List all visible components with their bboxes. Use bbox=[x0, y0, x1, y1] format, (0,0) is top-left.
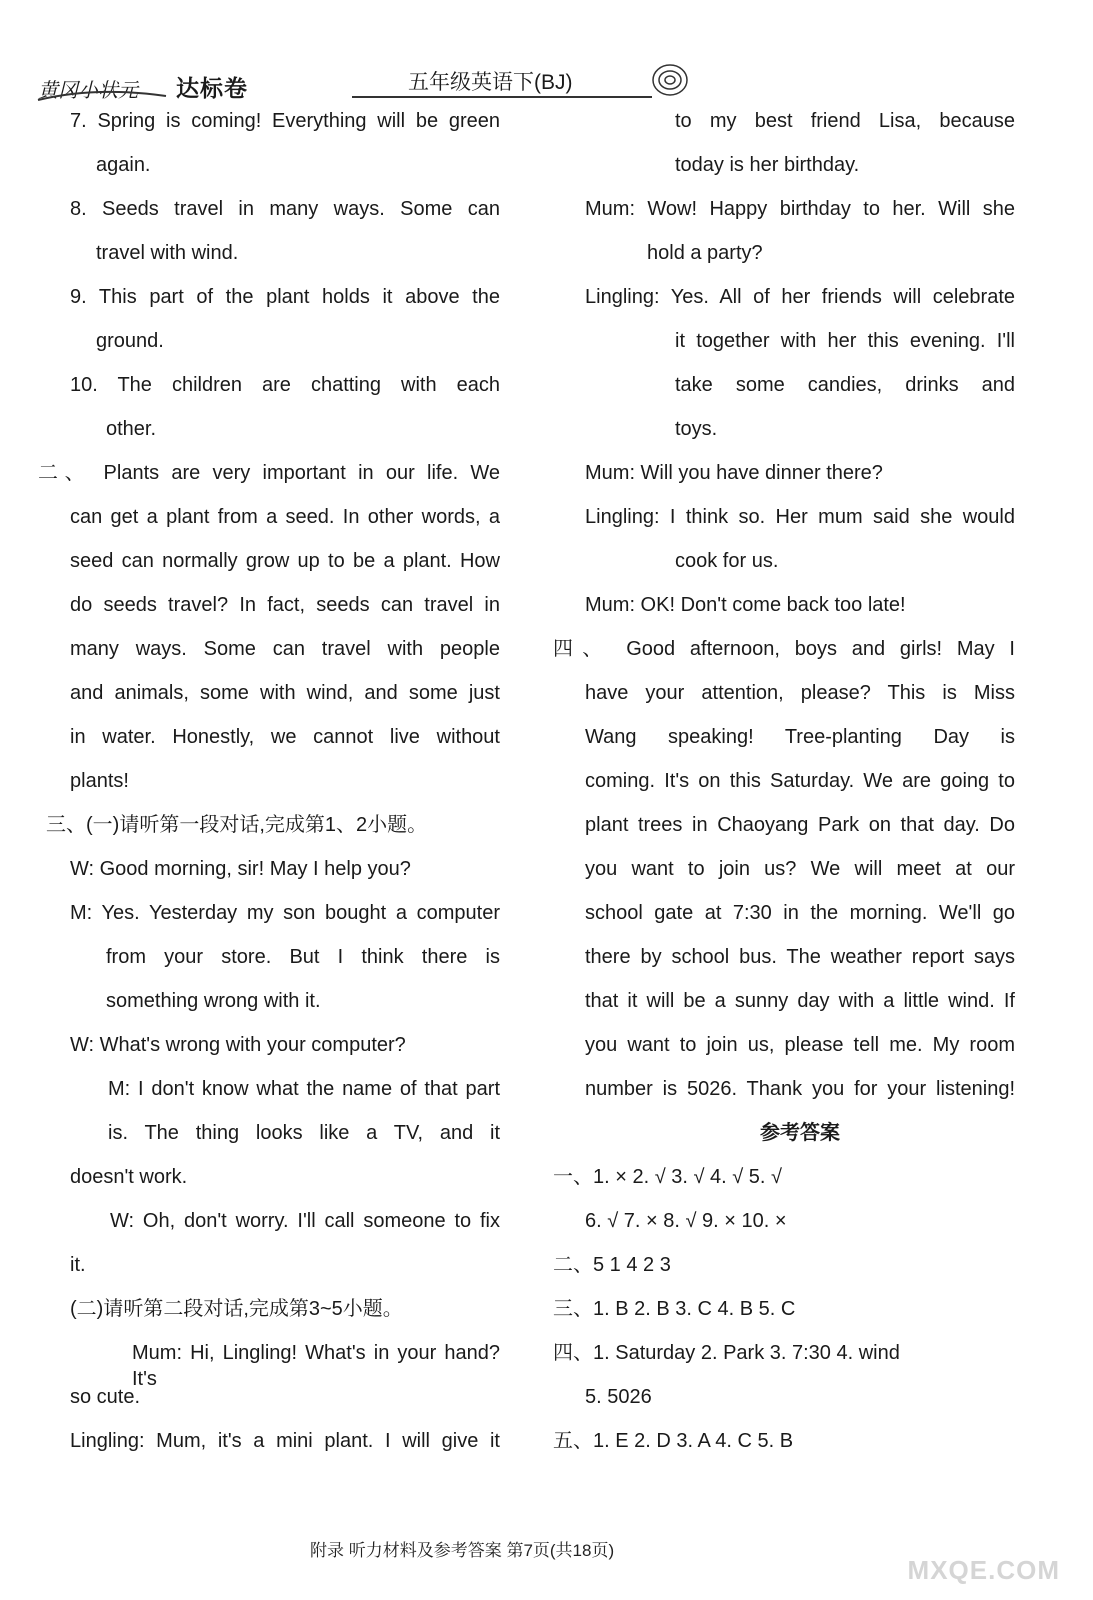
left-text-line: from your store. But I think there is bbox=[106, 946, 500, 968]
right-text-line: hold a party? bbox=[647, 242, 763, 264]
page-footer: 附录 听力材料及参考答案 第7页(共18页) bbox=[310, 1541, 615, 1560]
right-text-line: 6. √ 7. × 8. √ 9. × 10. × bbox=[585, 1210, 787, 1232]
left-text-line: can get a plant from a seed. In other words, a bbox=[70, 506, 500, 528]
right-text-line: take some candies, drinks and bbox=[675, 374, 1015, 396]
left-text-line: ground. bbox=[96, 330, 164, 352]
right-text-line: you want to join us, please tell me. My room bbox=[585, 1034, 1015, 1056]
right-text-line: Lingling: I think so. Her mum said she would bbox=[585, 506, 1015, 528]
right-text-line: 二、5 1 4 2 3 bbox=[553, 1254, 671, 1276]
left-text-line: 10. The children are chatting with each bbox=[70, 374, 500, 396]
left-text-line: again. bbox=[96, 154, 151, 176]
left-text-line: many ways. Some can travel with people bbox=[70, 638, 500, 660]
left-text-line: M: Yes. Yesterday my son bought a computer bbox=[70, 902, 500, 924]
right-text-line: plant trees in Chaoyang Park on that day. Do bbox=[585, 814, 1015, 836]
left-text-line: 三、(一)请听第一段对话,完成第1、2小题。 bbox=[46, 814, 428, 836]
left-text-line: 8. Seeds travel in many ways. Some can bbox=[70, 198, 500, 220]
right-text-line: Wang speaking! Tree-planting Day is bbox=[585, 726, 1015, 748]
left-text-line: is. The thing looks like a TV, and it bbox=[108, 1122, 500, 1144]
right-text-line: coming. It's on this Saturday. We are going to bbox=[585, 770, 1015, 792]
right-text-line: 四、1. Saturday 2. Park 3. 7:30 4. wind bbox=[553, 1342, 900, 1364]
right-text-line: Mum: Wow! Happy birthday to her. Will she bbox=[585, 198, 1015, 220]
right-text-line: 五、1. E 2. D 3. A 4. C 5. B bbox=[553, 1430, 794, 1452]
left-text-line: 9. This part of the plant holds it above the bbox=[70, 286, 500, 308]
right-text-line: have your attention, please? This is Miss bbox=[585, 682, 1015, 704]
series-title: 达标卷 bbox=[176, 76, 248, 102]
left-text-line: 二、 Plants are very important in our life. We bbox=[38, 462, 500, 484]
left-text-line: (二)请听第二段对话,完成第3~5小题。 bbox=[70, 1298, 403, 1320]
right-text-line: number is 5026. Thank you for your listening! bbox=[585, 1078, 1015, 1100]
brand-swoosh-icon bbox=[36, 84, 176, 104]
left-text-line: W: Oh, don't worry. I'll call someone to fix bbox=[110, 1210, 500, 1232]
left-text-line: Lingling: Mum, it's a mini plant. I will give it bbox=[70, 1430, 500, 1452]
left-text-line: plants! bbox=[70, 770, 129, 792]
right-text-line: Mum: OK! Don't come back too late! bbox=[585, 594, 906, 616]
right-text-line: there by school bus. The weather report says bbox=[585, 946, 1015, 968]
right-text-line: Mum: Will you have dinner there? bbox=[585, 462, 883, 484]
right-text-line: school gate at 7:30 in the morning. We'll go bbox=[585, 902, 1015, 924]
right-text-line: 参考答案 bbox=[760, 1122, 840, 1144]
left-text-line: so cute. bbox=[70, 1386, 141, 1408]
left-text-line: M: I don't know what the name of that part bbox=[108, 1078, 500, 1100]
right-text-line: 一、1. × 2. √ 3. √ 4. √ 5. √ bbox=[553, 1166, 782, 1188]
spiral-logo-icon bbox=[650, 60, 690, 100]
left-text-line: W: What's wrong with your computer? bbox=[70, 1034, 406, 1056]
right-text-line: you want to join us? We will meet at our bbox=[585, 858, 1015, 880]
left-text-line: doesn't work. bbox=[70, 1166, 188, 1188]
left-text-line: it. bbox=[70, 1254, 86, 1276]
right-text-line: today is her birthday. bbox=[675, 154, 860, 176]
watermark-text: MXQE.COM bbox=[907, 1555, 1060, 1585]
left-text-line: W: Good morning, sir! May I help you? bbox=[70, 858, 411, 880]
left-text-line: seed can normally grow up to be a plant. How bbox=[70, 550, 500, 572]
right-text-line: Lingling: Yes. All of her friends will celebrate bbox=[585, 286, 1015, 308]
left-text-line: travel with wind. bbox=[96, 242, 239, 264]
watermark bbox=[900, 1500, 1070, 1590]
left-text-line: 7. Spring is coming! Everything will be green bbox=[70, 110, 500, 132]
left-text-line: in water. Honestly, we cannot live without bbox=[70, 726, 500, 748]
right-text-line: it together with her this evening. I'll bbox=[675, 330, 1015, 352]
right-text-line: toys. bbox=[675, 418, 718, 440]
left-text-line: Mum: Hi, Lingling! What's in your hand? It's bbox=[132, 1342, 500, 1390]
grade-title: 五年级英语下(BJ) bbox=[408, 71, 573, 94]
left-text-line: and animals, some with wind, and some just bbox=[70, 682, 500, 704]
brand-logo-text: 黄冈小状元 bbox=[38, 78, 138, 102]
right-text-line: 三、1. B 2. B 3. C 4. B 5. C bbox=[553, 1298, 796, 1320]
right-text-line: that it will be a sunny day with a little wind. If bbox=[585, 990, 1015, 1012]
grade-underline bbox=[352, 96, 652, 98]
right-text-line: 四、 Good afternoon, boys and girls! May I bbox=[553, 638, 1015, 660]
left-text-line: something wrong with it. bbox=[106, 990, 321, 1012]
left-text-line: other. bbox=[106, 418, 157, 440]
page-header bbox=[36, 56, 1056, 116]
right-text-line: 5. 5026 bbox=[585, 1386, 652, 1408]
left-text-line: do seeds travel? In fact, seeds can travel in bbox=[70, 594, 500, 616]
right-text-line: cook for us. bbox=[675, 550, 779, 572]
right-text-line: to my best friend Lisa, because bbox=[675, 110, 1015, 132]
